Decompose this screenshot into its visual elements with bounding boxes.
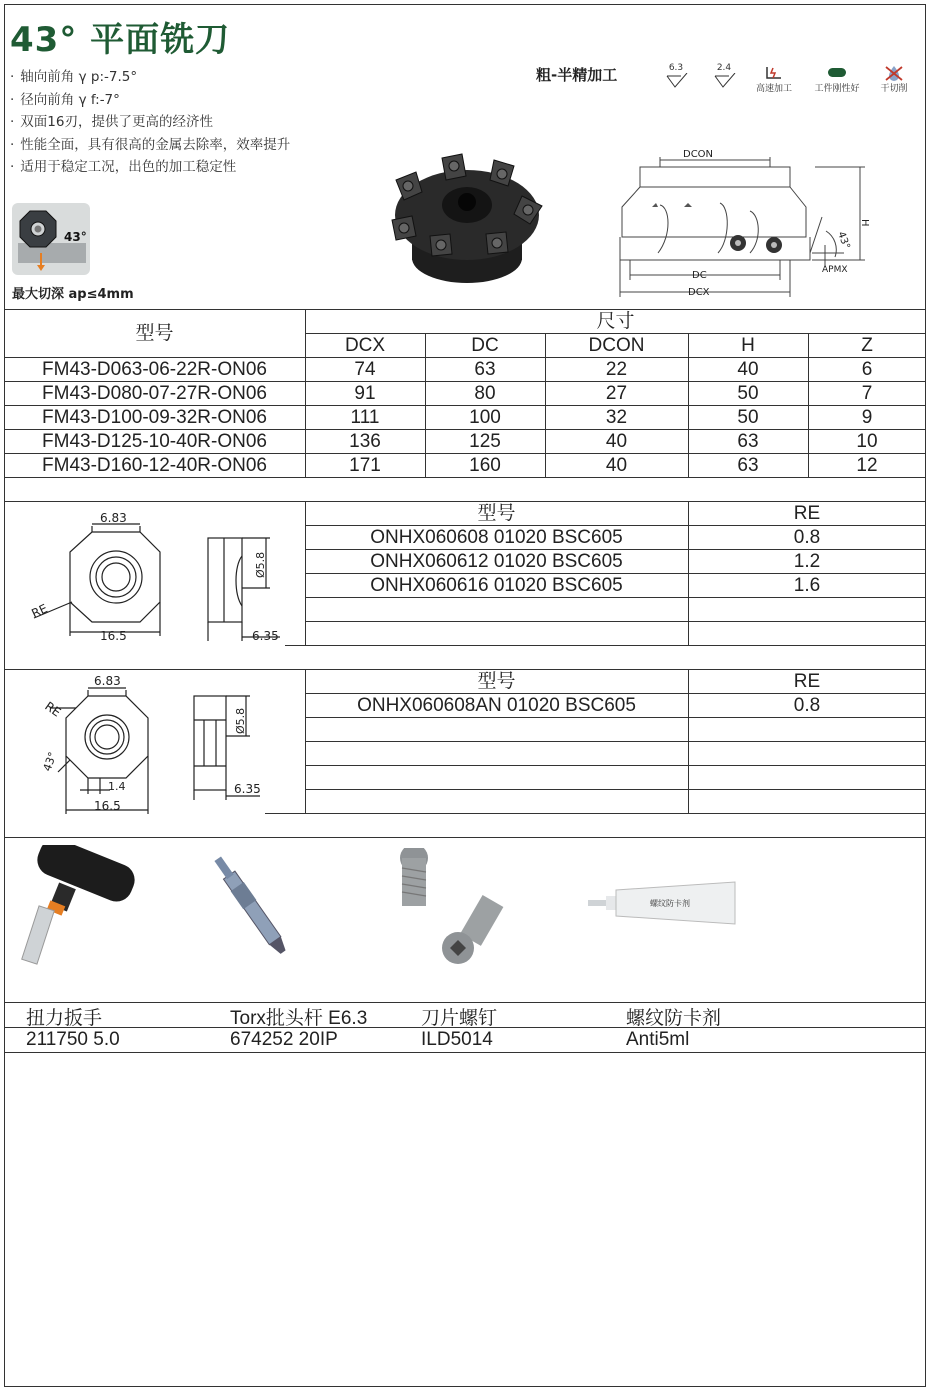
- dim-re: RE: [42, 698, 64, 720]
- accessory-code: 211750 5.0: [26, 1029, 120, 1050]
- accessory-name: 刀片螺钉: [421, 1008, 498, 1029]
- dcx-cell: 171: [349, 455, 381, 476]
- insert2-drawing: [20, 672, 265, 817]
- table-rule: [305, 765, 926, 766]
- dc-cell: 125: [469, 431, 501, 452]
- h-cell: 63: [737, 455, 759, 476]
- feature-item: · 性能全面，具有很高的金属去除率，效率提升: [10, 134, 290, 157]
- torque-wrench-image: [14, 845, 139, 970]
- model-cell: FM43-D080-07-27R-ON06: [42, 383, 267, 404]
- feature-item: · 双面16刃，提供了更高的经济性: [10, 111, 290, 134]
- dim-width: 6.83: [100, 511, 127, 525]
- z-cell: 10: [856, 431, 878, 452]
- insert-model-header: 型号: [477, 503, 516, 524]
- processing-type: 粗-半精加工: [536, 66, 618, 84]
- dcx-cell: 91: [354, 383, 376, 404]
- anti-seize-tube-image: [580, 878, 740, 930]
- rigid-workpiece-icon: 工件刚性好: [808, 65, 866, 94]
- column-header: DCX: [344, 335, 386, 356]
- dim-thickness: 6.35: [252, 629, 279, 643]
- insert1-drawing: [20, 506, 285, 646]
- dcon-cell: 40: [605, 431, 628, 452]
- roughness-icon: 2.4: [704, 63, 744, 89]
- dcx-label: DCX: [688, 287, 710, 298]
- dc-label: DC: [692, 270, 707, 281]
- dc-cell: 160: [469, 455, 501, 476]
- dcon-label: DCON: [683, 149, 714, 160]
- dcx-cell: 74: [354, 359, 376, 380]
- dim-re: RE: [29, 601, 50, 621]
- dim-length: 16.5: [100, 629, 127, 643]
- z-cell: 12: [856, 455, 878, 476]
- feature-item: · 径向前角 γ f:-7°: [10, 89, 290, 112]
- table-rule: [4, 837, 926, 838]
- h-cell: 50: [737, 407, 759, 428]
- model-header: 型号: [135, 323, 174, 344]
- insert-screw-image: [390, 848, 510, 966]
- insert-model-cell: ONHX060608 01020 BSC605: [370, 527, 623, 548]
- dcx-cell: 136: [349, 431, 381, 452]
- dc-cell: 100: [469, 407, 501, 428]
- h-label: H: [859, 219, 870, 227]
- dcon-cell: 22: [605, 359, 628, 380]
- z-cell: 9: [861, 407, 873, 428]
- insert-re-cell: 0.8: [793, 695, 821, 716]
- accessory-code: ILD5014: [421, 1029, 493, 1050]
- dim-length: 16.5: [94, 799, 121, 813]
- model-cell: FM43-D063-06-22R-ON06: [42, 359, 267, 380]
- column-header: DCON: [588, 335, 645, 356]
- dim-width: 6.83: [94, 674, 121, 688]
- insert-model-cell: ONHX060612 01020 BSC605: [370, 551, 623, 572]
- table-rule: [305, 789, 926, 790]
- dcon-cell: 40: [605, 455, 628, 476]
- size-header: 尺寸: [596, 311, 635, 332]
- cutter-dimension-drawing: [600, 145, 890, 303]
- dcon-cell: 27: [605, 383, 628, 404]
- dim-thickness: 6.35: [234, 782, 261, 796]
- dc-cell: 80: [474, 383, 496, 404]
- column-header: Z: [861, 335, 873, 356]
- model-cell: FM43-D160-12-40R-ON06: [42, 455, 267, 476]
- column-header: DC: [471, 335, 499, 356]
- accessory-name: Torx批头杆 E6.3: [230, 1008, 368, 1029]
- insert-model-cell: ONHX060616 01020 BSC605: [370, 575, 623, 596]
- z-cell: 6: [861, 359, 873, 380]
- dcon-cell: 32: [605, 407, 628, 428]
- apmx-label: APMX: [822, 265, 848, 275]
- dim-bevel: 1.4: [108, 780, 126, 793]
- accessory-name: 螺纹防卡剂: [626, 1008, 722, 1029]
- z-cell: 7: [861, 383, 873, 404]
- insert-re-header: RE: [793, 671, 821, 692]
- insert-angle-label: 43°: [64, 230, 87, 244]
- condition-icons: [656, 63, 916, 103]
- tube-label: 螺纹防卡剂: [650, 899, 690, 908]
- roughness-icon: 6.3: [656, 63, 696, 89]
- table-rule: [285, 645, 926, 646]
- dry-cutting-icon: 干切削: [874, 65, 914, 94]
- insert-re-header: RE: [793, 503, 821, 524]
- torx-bit-image: [200, 855, 310, 970]
- table-rule: [4, 1052, 926, 1053]
- feature-item: · 适用于稳定工况，出色的加工稳定性: [10, 156, 290, 179]
- dim-diameter: Ø5.8: [254, 551, 267, 578]
- column-header: H: [741, 335, 755, 356]
- angle-label: 43°: [835, 230, 852, 251]
- accessory-code: Anti5ml: [626, 1029, 690, 1050]
- insert-re-cell: 0.8: [793, 527, 821, 548]
- dim-diameter: Ø5.8: [234, 707, 247, 734]
- h-cell: 50: [737, 383, 759, 404]
- h-cell: 40: [737, 359, 759, 380]
- insert-model-cell: ONHX060608AN 01020 BSC605: [357, 695, 636, 716]
- dc-cell: 63: [474, 359, 496, 380]
- table-rule: [305, 621, 926, 622]
- table-rule: [305, 741, 926, 742]
- h-cell: 63: [737, 431, 759, 452]
- accessory-code: 674252 20IP: [230, 1029, 338, 1050]
- model-cell: FM43-D125-10-40R-ON06: [42, 431, 267, 452]
- model-cell: FM43-D100-09-32R-ON06: [42, 407, 267, 428]
- insert-re-cell: 1.6: [793, 575, 821, 596]
- insert-re-cell: 1.2: [793, 551, 821, 572]
- insert-angle-thumbnail: [12, 203, 90, 275]
- feature-item: · 轴向前角 γ p:-7.5°: [10, 66, 290, 89]
- dim-angle: 43°: [40, 750, 60, 774]
- high-speed-icon: 高速加工: [750, 65, 798, 94]
- page-title: 43° 平面铣刀: [10, 20, 231, 60]
- insert-model-header: 型号: [477, 671, 516, 692]
- feature-list: [10, 66, 290, 179]
- dcx-cell: 111: [350, 407, 380, 428]
- max-depth-label: 最大切深 ap≤4mm: [12, 287, 134, 302]
- table-rule: [265, 813, 926, 814]
- accessory-name: 扭力扳手: [26, 1008, 103, 1029]
- cutter-body-image: [382, 150, 552, 295]
